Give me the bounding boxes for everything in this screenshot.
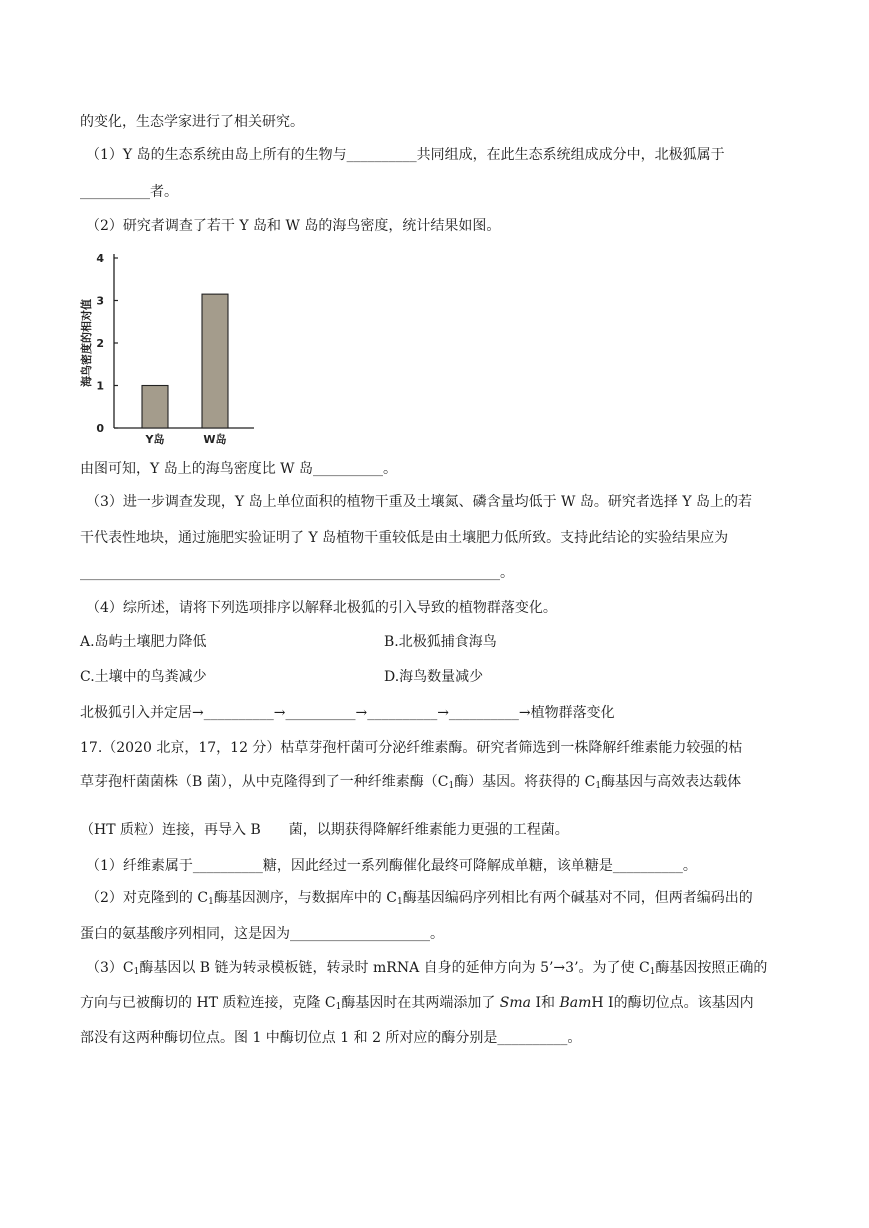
text-segment: H Ⅰ的酶切位点。该基因内 <box>591 995 754 1011</box>
question-17: 17.（2020 北京，17，12 分）枯草芽孢杆菌可分泌纤维素酶。研究者筛选到一株降解纤维素能力较强的枯 <box>80 740 743 756</box>
question-17-2-cont: 蛋白的氨基酸序列相同，这是因为____________________。 <box>80 926 444 942</box>
answer-blank: ____________________________________________________________。 <box>80 565 514 581</box>
question-1-cont: __________者。 <box>80 184 178 200</box>
x-category-label: W岛 <box>203 433 227 446</box>
enzyme-name: Bam <box>559 995 592 1011</box>
text-segment: 草芽孢杆菌菌株（B 菌），从中克隆得到了一种纤维素酶（C <box>80 774 449 790</box>
subscript: 1 <box>448 781 455 791</box>
question-1: （1）Y 岛的生态系统由岛上所有的生物与__________共同组成，在此生态系统组成成分中，北极狐属于 <box>86 147 725 163</box>
question-17-3-cont2: 部没有这两种酶切位点。图 1 中酶切位点 1 和 2 所对应的酶分别是__________。 <box>80 1030 582 1046</box>
x-category-label: Y岛 <box>145 433 165 446</box>
chart-conclusion: 由图可知，Y 岛上的海鸟密度比 W 岛__________。 <box>80 461 397 477</box>
subscript: 1 <box>649 967 656 977</box>
text-segment: 酶基因与高效表达载体 <box>601 774 742 790</box>
y-axis-label: 海鸟密度的相对值 <box>80 299 93 387</box>
text-segment: （2）对克隆到的 C <box>86 890 209 906</box>
y-tick-label: 3 <box>96 294 104 308</box>
option-c: C.土壤中的鸟粪减少 <box>80 669 207 685</box>
text-segment: Ⅰ和 <box>531 995 560 1011</box>
subscript: 1 <box>133 967 140 977</box>
subscript: 1 <box>396 897 403 907</box>
enzyme-name: Sma <box>499 995 532 1011</box>
text-segment: 酶基因按照正确的 <box>655 960 768 976</box>
text-segment: 方向与已被酶切的 HT 质粒连接，克隆 C <box>80 995 336 1011</box>
subscript: 1 <box>208 897 214 907</box>
text-segment: 酶）基因。将获得的 C <box>454 774 596 790</box>
question-17-3 <box>86 958 767 982</box>
option-a: A.岛屿土壤肥力降低 <box>80 634 207 650</box>
y-tick-label: 0 <box>96 422 104 435</box>
text-segment: 酶基因测序，与数据库中的 C <box>213 890 397 906</box>
bar <box>202 294 228 428</box>
subscript: 1 <box>335 1002 342 1012</box>
text-segment: （3）C <box>86 960 134 976</box>
question-17-cont <box>80 772 741 796</box>
question-17-cont2: （HT 质粒）连接，再导入 B 菌，以期获得降解纤维素能力更强的工程菌。 <box>80 822 569 838</box>
question-4: （4）综所述，请将下列选项排序以解释北极狐的引入导致的植物群落变化。 <box>86 600 557 616</box>
bar <box>142 386 168 429</box>
question-3-cont: 干代表性地块，通过施肥实验证明了 Y 岛植物干重较低是由土壤肥力低所致。支持此结论的实验结果应为 <box>80 530 729 546</box>
bar-chart <box>78 244 268 449</box>
text-segment: 酶基因以 B 链为转录模板链，转录时 mRNA 自身的延伸方向为 5’→3’。为了使 C <box>139 960 650 976</box>
question-3: （3）进一步调查发现，Y 岛上单位面积的植物干重及土壤氮、磷含量均低于 W 岛。研究者选择 Y 岛上的若 <box>86 494 753 510</box>
question-17-1: （1）纤维素属于__________糖，因此经过一系列酶催化最终可降解成单糖，该单糖是__________。 <box>86 858 697 874</box>
y-tick-label: 2 <box>96 337 104 350</box>
y-tick-label: 4 <box>96 252 104 265</box>
option-d: D.海鸟数量减少 <box>384 669 484 685</box>
text-segment: 酶基因时在其两端添加了 <box>341 995 500 1011</box>
sequence-line: 北极狐引入并定居→__________→__________→__________→__________→植物群落变化 <box>80 705 615 721</box>
subscript: 1 <box>595 781 602 791</box>
option-b: B.北极狐捕食海鸟 <box>384 634 497 650</box>
question-2: （2）研究者调查了若干 Y 岛和 W 岛的海鸟密度，统计结果如图。 <box>86 218 501 234</box>
y-tick-label: 1 <box>96 379 104 393</box>
question-17-3-cont <box>80 993 754 1017</box>
question-17-2 <box>86 888 753 912</box>
text-segment: 酶基因编码序列相比有两个碱基对不同，但两者编码出的 <box>402 890 753 906</box>
text-line: 的变化，生态学家进行了相关研究。 <box>80 114 304 130</box>
